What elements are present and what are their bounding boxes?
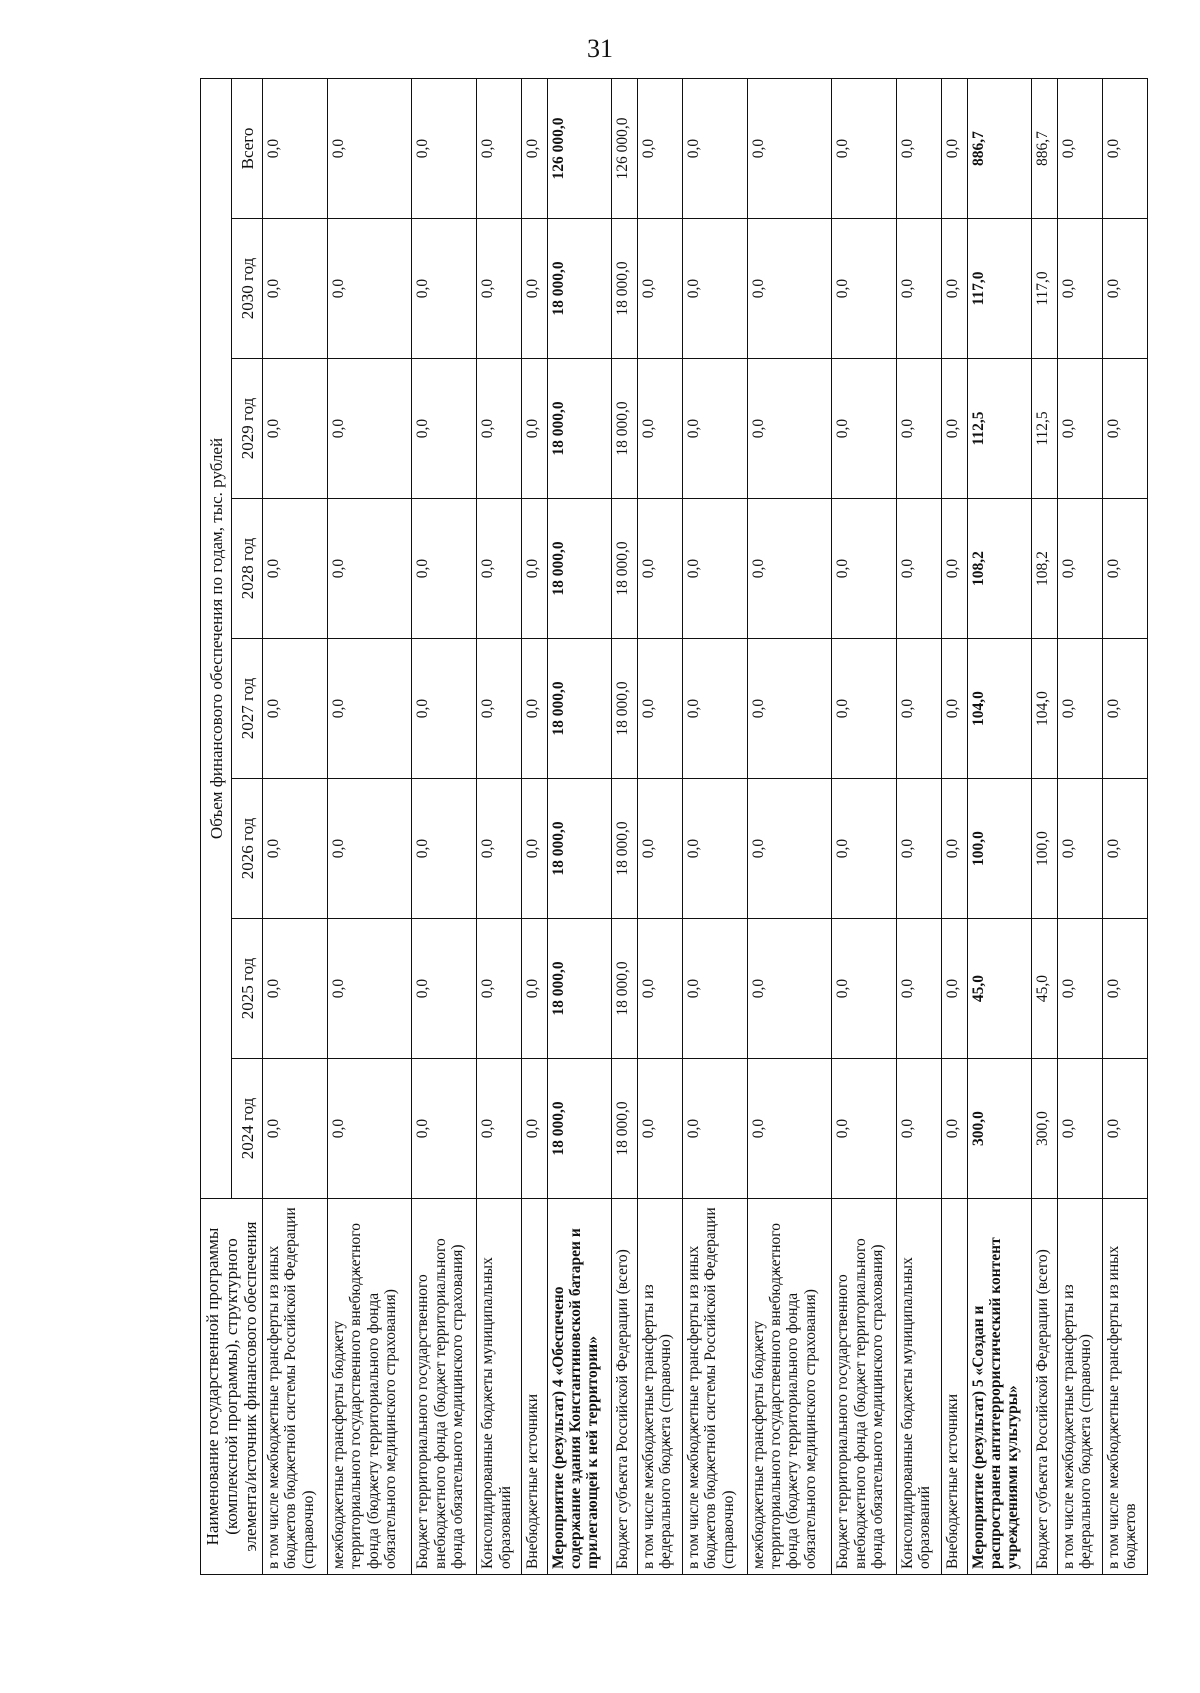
table-row	[967, 78, 1032, 1574]
row-value-cell: 0,0	[682, 359, 747, 499]
page-number: 31	[587, 34, 613, 63]
row-value-cell: 0,0	[327, 78, 412, 218]
row-value-cell: 0,0	[1057, 639, 1102, 779]
row-value-cell: 0,0	[477, 919, 522, 1059]
row-value-cell: 0,0	[682, 639, 747, 779]
table-row	[747, 78, 832, 1574]
row-value-cell: 0,0	[477, 779, 522, 919]
row-value-cell: 18 000,0	[612, 359, 637, 499]
row-value-cell: 0,0	[942, 78, 967, 218]
row-value-cell: 0,0	[522, 219, 547, 359]
row-value-cell: 0,0	[412, 499, 477, 639]
row-value-cell: 0,0	[263, 359, 328, 499]
row-value-cell: 126 000,0	[547, 78, 612, 218]
row-value-cell: 0,0	[637, 78, 682, 218]
row-source-name: Бюджет субъекта Российской Федерации (всего)	[612, 1199, 637, 1575]
row-value-cell: 45,0	[1032, 919, 1057, 1059]
row-value-cell: 0,0	[1102, 219, 1147, 359]
row-value-cell: 0,0	[263, 919, 328, 1059]
row-source-name: Мероприятие (результат) 5 «Создан и распространен антитеррористический контент учреждениями культуры»	[967, 1199, 1032, 1575]
row-value-cell: 112,5	[1032, 359, 1057, 499]
table-row	[942, 78, 967, 1574]
table-row	[832, 78, 897, 1574]
row-value-cell: 0,0	[897, 499, 942, 639]
header-name-column: Наименование государственной программы (комплексной программы), структурного элемента/источник финансового обеспечения	[201, 1199, 263, 1575]
row-value-cell: 0,0	[942, 639, 967, 779]
table-row	[897, 78, 942, 1574]
row-value-cell: 18 000,0	[612, 919, 637, 1059]
row-value-cell: 0,0	[477, 78, 522, 218]
table-row	[1032, 78, 1057, 1574]
row-value-cell: 0,0	[412, 219, 477, 359]
row-value-cell: 117,0	[967, 219, 1032, 359]
row-value-cell: 0,0	[942, 219, 967, 359]
table-row	[682, 78, 747, 1574]
row-value-cell: 0,0	[832, 779, 897, 919]
row-source-name: в том числе межбюджетные трансферты из иных бюджетов бюджетной системы Российской Федерации (справочно)	[263, 1199, 328, 1575]
row-source-name: Мероприятие (результат) 4 «Обеспечено содержание здания Константиновской батареи и прилегающей к ней территории»	[547, 1199, 612, 1575]
header-year-1: 2025 год	[232, 919, 263, 1059]
row-source-name: Внебюджетные источники	[522, 1199, 547, 1575]
row-value-cell: 0,0	[412, 359, 477, 499]
table-row	[412, 78, 477, 1574]
row-value-cell: 0,0	[747, 919, 832, 1059]
row-value-cell: 0,0	[637, 919, 682, 1059]
row-value-cell: 0,0	[1057, 499, 1102, 639]
row-value-cell: 0,0	[477, 639, 522, 779]
row-value-cell: 104,0	[1032, 639, 1057, 779]
row-value-cell: 18 000,0	[547, 359, 612, 499]
row-value-cell: 0,0	[1102, 1059, 1147, 1199]
header-year-6: 2030 год	[232, 219, 263, 359]
row-value-cell: 0,0	[522, 639, 547, 779]
table-row	[612, 78, 637, 1574]
table-row	[263, 78, 328, 1574]
row-value-cell: 0,0	[637, 639, 682, 779]
table-row	[1057, 78, 1102, 1574]
row-value-cell: 0,0	[897, 78, 942, 218]
row-value-cell: 0,0	[897, 219, 942, 359]
header-volume-group: Объем финансового обеспечения по годам, тыс. рублей	[201, 78, 232, 1198]
row-value-cell: 0,0	[522, 919, 547, 1059]
row-value-cell: 0,0	[1102, 919, 1147, 1059]
row-value-cell: 0,0	[1102, 359, 1147, 499]
row-value-cell: 0,0	[942, 499, 967, 639]
row-value-cell: 0,0	[637, 779, 682, 919]
row-value-cell: 0,0	[637, 219, 682, 359]
row-value-cell: 0,0	[263, 779, 328, 919]
row-value-cell: 0,0	[1057, 919, 1102, 1059]
row-value-cell: 0,0	[832, 639, 897, 779]
row-source-name: Бюджет территориального государственного внебюджетного фонда (бюджет территориального фонда обязательного медицинского страхования)	[412, 1199, 477, 1575]
row-value-cell: 117,0	[1032, 219, 1057, 359]
row-value-cell: 100,0	[967, 779, 1032, 919]
row-value-cell: 18 000,0	[612, 1059, 637, 1199]
header-year-2: 2026 год	[232, 779, 263, 919]
row-value-cell: 0,0	[327, 779, 412, 919]
row-value-cell: 300,0	[967, 1059, 1032, 1199]
row-value-cell: 0,0	[747, 219, 832, 359]
rotated-table-frame	[200, 79, 1140, 1575]
row-value-cell: 0,0	[682, 219, 747, 359]
row-source-name: в том числе межбюджетные трансферты из иных бюджетов	[1102, 1199, 1147, 1575]
header-year-5: 2029 год	[232, 359, 263, 499]
row-value-cell: 0,0	[327, 359, 412, 499]
row-value-cell: 0,0	[897, 919, 942, 1059]
row-value-cell: 0,0	[263, 639, 328, 779]
row-value-cell: 18 000,0	[612, 779, 637, 919]
header-year-7: Всего	[232, 78, 263, 218]
row-source-name: Бюджет территориального государственного внебюджетного фонда (бюджет территориального фонда обязательного медицинского страхования)	[832, 1199, 897, 1575]
row-value-cell: 126 000,0	[612, 78, 637, 218]
row-value-cell: 100,0	[1032, 779, 1057, 919]
row-value-cell: 0,0	[637, 1059, 682, 1199]
row-value-cell: 0,0	[897, 1059, 942, 1199]
row-source-name: Внебюджетные источники	[942, 1199, 967, 1575]
row-value-cell: 0,0	[747, 639, 832, 779]
row-value-cell: 0,0	[327, 219, 412, 359]
row-source-name: межбюджетные трансферты бюджету территориального государственного внебюджетного фонда (бюджету территориального фонда обязательного медицинского страхования)	[327, 1199, 412, 1575]
row-value-cell: 0,0	[682, 919, 747, 1059]
row-value-cell: 0,0	[522, 78, 547, 218]
table-row	[1102, 78, 1147, 1574]
row-value-cell: 0,0	[1102, 639, 1147, 779]
row-value-cell: 0,0	[682, 1059, 747, 1199]
row-value-cell: 0,0	[412, 1059, 477, 1199]
row-value-cell: 112,5	[967, 359, 1032, 499]
row-value-cell: 0,0	[1057, 219, 1102, 359]
row-value-cell: 0,0	[1102, 779, 1147, 919]
row-value-cell: 108,2	[967, 499, 1032, 639]
row-value-cell: 0,0	[832, 499, 897, 639]
row-value-cell: 0,0	[942, 359, 967, 499]
table-row	[547, 78, 612, 1574]
row-value-cell: 0,0	[477, 219, 522, 359]
row-value-cell: 0,0	[477, 499, 522, 639]
row-value-cell: 0,0	[327, 919, 412, 1059]
row-value-cell: 0,0	[327, 499, 412, 639]
row-value-cell: 18 000,0	[547, 779, 612, 919]
row-value-cell: 18 000,0	[612, 219, 637, 359]
row-value-cell: 0,0	[412, 779, 477, 919]
row-value-cell: 18 000,0	[547, 219, 612, 359]
row-value-cell: 0,0	[637, 499, 682, 639]
row-value-cell: 300,0	[1032, 1059, 1057, 1199]
row-value-cell: 108,2	[1032, 499, 1057, 639]
row-value-cell: 104,0	[967, 639, 1032, 779]
header-year-3: 2027 год	[232, 639, 263, 779]
row-value-cell: 0,0	[263, 219, 328, 359]
table-row	[327, 78, 412, 1574]
row-value-cell: 0,0	[1057, 779, 1102, 919]
row-value-cell: 0,0	[747, 499, 832, 639]
row-source-name: Консолидированные бюджеты муниципальных образований	[897, 1199, 942, 1575]
row-value-cell: 0,0	[263, 78, 328, 218]
row-value-cell: 0,0	[327, 639, 412, 779]
row-value-cell: 0,0	[522, 359, 547, 499]
table-row	[477, 78, 522, 1574]
row-value-cell: 0,0	[682, 499, 747, 639]
row-value-cell: 0,0	[832, 359, 897, 499]
row-source-name: в том числе межбюджетные трансферты из иных бюджетов бюджетной системы Российской Федерации (справочно)	[682, 1199, 747, 1575]
row-value-cell: 0,0	[832, 78, 897, 218]
row-value-cell: 18 000,0	[547, 1059, 612, 1199]
row-source-name: Консолидированные бюджеты муниципальных образований	[477, 1199, 522, 1575]
row-value-cell: 0,0	[682, 779, 747, 919]
table-body	[263, 78, 1148, 1574]
row-value-cell: 0,0	[522, 499, 547, 639]
row-value-cell: 0,0	[263, 499, 328, 639]
row-value-cell: 0,0	[747, 779, 832, 919]
table-row	[522, 78, 547, 1574]
row-value-cell: 0,0	[263, 1059, 328, 1199]
row-value-cell: 0,0	[897, 639, 942, 779]
row-value-cell: 0,0	[1057, 359, 1102, 499]
row-value-cell: 0,0	[477, 1059, 522, 1199]
row-value-cell: 886,7	[1032, 78, 1057, 218]
row-value-cell: 0,0	[747, 1059, 832, 1199]
row-value-cell: 0,0	[412, 639, 477, 779]
row-value-cell: 0,0	[942, 919, 967, 1059]
row-value-cell: 0,0	[897, 359, 942, 499]
row-value-cell: 0,0	[522, 779, 547, 919]
row-value-cell: 0,0	[412, 919, 477, 1059]
row-value-cell: 18 000,0	[547, 919, 612, 1059]
row-value-cell: 18 000,0	[612, 639, 637, 779]
row-value-cell: 0,0	[832, 919, 897, 1059]
table-row	[637, 78, 682, 1574]
row-value-cell: 0,0	[412, 78, 477, 218]
row-value-cell: 45,0	[967, 919, 1032, 1059]
row-value-cell: 0,0	[1102, 499, 1147, 639]
header-year-4: 2028 год	[232, 499, 263, 639]
header-year-0: 2024 год	[232, 1059, 263, 1199]
row-value-cell: 0,0	[1057, 1059, 1102, 1199]
row-value-cell: 0,0	[942, 1059, 967, 1199]
row-value-cell: 0,0	[897, 779, 942, 919]
row-value-cell: 0,0	[832, 219, 897, 359]
row-value-cell: 0,0	[327, 1059, 412, 1199]
row-value-cell: 0,0	[747, 359, 832, 499]
row-value-cell: 18 000,0	[612, 499, 637, 639]
row-value-cell: 0,0	[682, 78, 747, 218]
row-value-cell: 0,0	[747, 78, 832, 218]
row-value-cell: 0,0	[1102, 78, 1147, 218]
row-source-name: в том числе межбюджетные трансферты из федерального бюджета (справочно)	[637, 1199, 682, 1575]
row-value-cell: 0,0	[637, 359, 682, 499]
row-source-name: межбюджетные трансферты бюджету территориального государственного внебюджетного фонда (бюджету территориального фонда обязательного медицинского страхования)	[747, 1199, 832, 1575]
row-value-cell: 886,7	[967, 78, 1032, 218]
row-value-cell: 0,0	[477, 359, 522, 499]
row-value-cell: 0,0	[522, 1059, 547, 1199]
row-value-cell: 0,0	[942, 779, 967, 919]
row-source-name: в том числе межбюджетные трансферты из федерального бюджета (справочно)	[1057, 1199, 1102, 1575]
row-value-cell: 0,0	[1057, 78, 1102, 218]
row-value-cell: 18 000,0	[547, 499, 612, 639]
financing-table	[200, 78, 1148, 1575]
row-source-name: Бюджет субъекта Российской Федерации (всего)	[1032, 1199, 1057, 1575]
row-value-cell: 18 000,0	[547, 639, 612, 779]
row-value-cell: 0,0	[832, 1059, 897, 1199]
